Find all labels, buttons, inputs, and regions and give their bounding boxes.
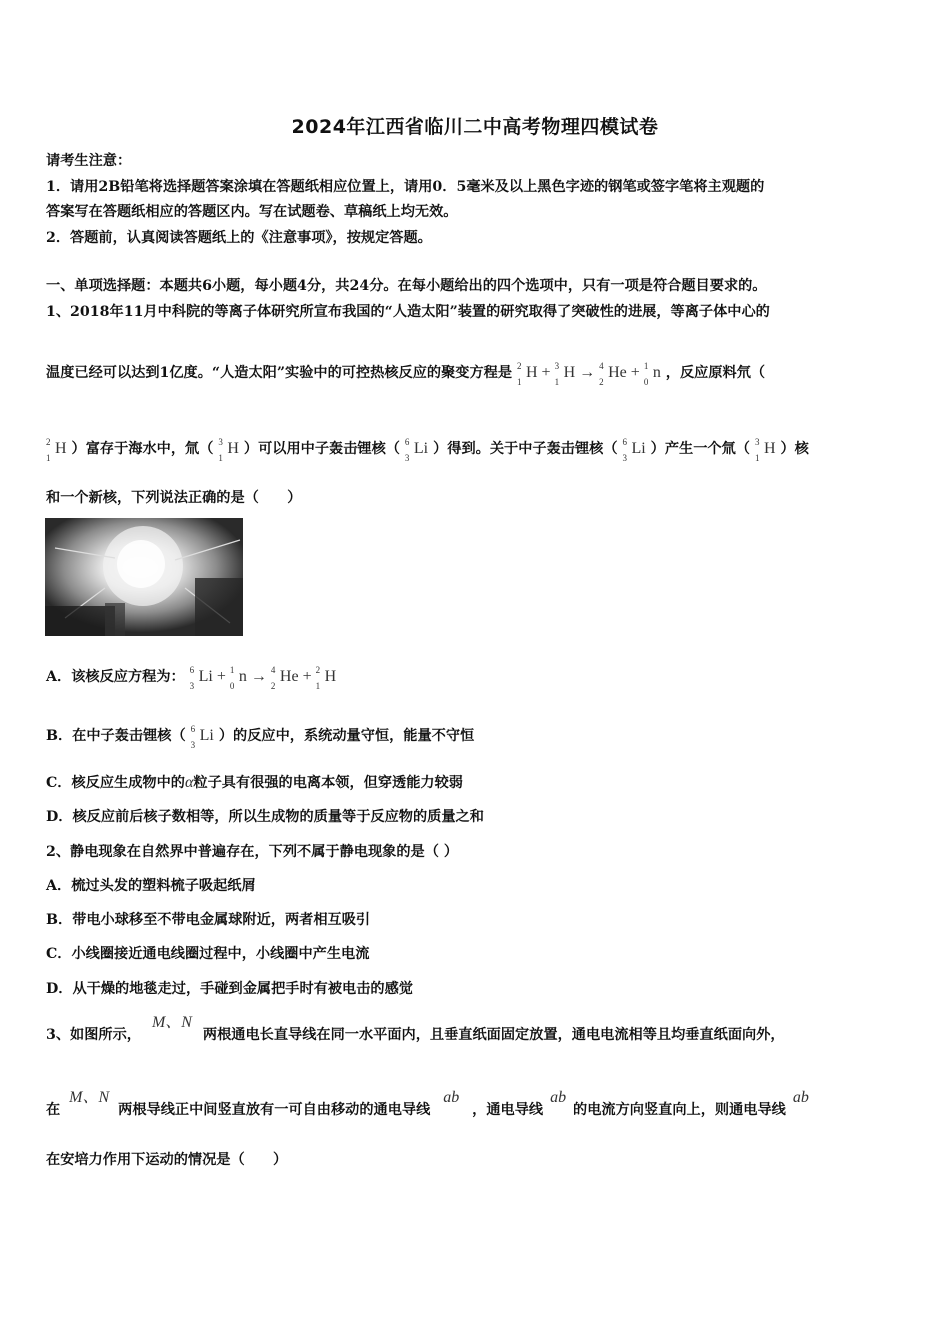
q2-stem: 2、静电现象在自然界中普遍存在，下列不属于静电现象的是（ ）: [46, 844, 459, 860]
deuterium-nuclide: 2 1 H: [516, 361, 538, 388]
deuterium-symbol: 2 1 H: [46, 437, 67, 464]
q2-option-b: B．带电小球移至不带电金属球附近，两者相互吸引: [46, 912, 371, 928]
q1-option-b: B．在中子轰击锂核（ 6 3 Li ）的反应中，系统动量守恒，能量不守恒: [46, 724, 475, 751]
q3-line-1: 3、如图所示， M、N 两根通电长直导线在同一水平面内，且垂直纸面固定放置，通电电流相等且均垂直纸面向外，: [46, 1014, 785, 1043]
fusion-equation: 2 1 H + 3 1 H → 4 2 He + 1 0 n: [516, 361, 661, 388]
q2-option-c: C．小线圈接近通电线圈过程中，小线圈中产生电流: [46, 946, 370, 962]
q3-line-2: 在 M、N 两根导线正中间竖直放有一可自由移动的通电导线 ab ，通电导线 ab 的电流方向竖直向上，则通电导线 ab: [46, 1089, 809, 1118]
lithium-symbol-2: 6 3 Li: [622, 437, 646, 464]
q1-line-2-text: 温度已经可以达到1亿度。“人造太阳”实验中的可控热核反应的聚变方程是: [46, 365, 513, 381]
notice-item-2: 2．答题前，认真阅读答题纸上的《注意事项》，按规定答题。: [46, 230, 432, 246]
helium-nuclide: 4 2 He: [599, 361, 627, 388]
q1-line-2-post: ，反应原料氘（: [665, 365, 766, 381]
notice-item-1-line-1: 1．请用2B铅笔将选择题答案涂填在答题纸相应位置上，请用0．5毫米及以上黑色字迹的钢笔或签字笔将主观题的: [46, 179, 765, 195]
q1-line-1: 1、2018年11月中科院的等离子体研究所宣布我国的“人造太阳”装置的研究取得了突破性的进展，等离子体中心的: [46, 304, 770, 320]
q1-option-d: D．核反应前后核子数相等，所以生成物的质量等于反应物的质量之和: [46, 809, 484, 825]
lithium-symbol: 6 3 Li: [404, 437, 429, 464]
section-heading: 一、单项选择题：本题共6小题，每小题4分，共24分。在每小题给出的四个选项中，只有一项是符合题目要求的。: [46, 278, 767, 294]
mn-symbol-2: M、N: [69, 1089, 110, 1106]
page-title: 2024年江西省临川二中高考物理四模试卷: [291, 116, 659, 138]
notice-heading: 请考生注意：: [46, 153, 132, 169]
q2-option-a: A．梳过头发的塑料梳子吸起纸屑: [46, 878, 256, 894]
tritium-symbol: 3 1 H: [218, 437, 239, 464]
plasma-device-photo: [45, 518, 243, 636]
q1-line-4: 和一个新核，下列说法正确的是（ ）: [46, 490, 302, 506]
ab-symbol: ab: [443, 1089, 460, 1106]
mn-symbol: M、N: [151, 1014, 192, 1031]
lithium-reaction-equation: 6 3 Li + 1 0 n → 4 2 He + 2 1 H: [189, 665, 337, 692]
q1-option-c: C．核反应生成物中的α粒子具有很强的电离本领，但穿透能力较弱: [46, 774, 463, 791]
ab-symbol-2: ab: [550, 1089, 567, 1106]
alpha-symbol: α: [184, 774, 194, 791]
tritium-nuclide: 3 1 H: [554, 361, 576, 388]
q3-line-3: 在安培力作用下运动的情况是（ ）: [46, 1152, 288, 1168]
ab-symbol-3: ab: [792, 1089, 809, 1106]
notice-item-1-line-2: 答案写在答题纸相应的答题区内。写在试题卷、草稿纸上均无效。: [46, 204, 458, 220]
tritium-symbol-2: 3 1 H: [754, 437, 776, 464]
q2-option-d: D．从干燥的地毯走过，手碰到金属把手时有被电击的感觉: [46, 981, 413, 997]
q1-line-2: [46, 361, 766, 388]
neutron-nuclide: 1 0 n: [643, 361, 661, 388]
q1-line-3: 2 1 H ）富存于海水中，氚（ 3 1 H ）可以用中子轰击锂核（ 6 3 Li ）得到。关于中子轰击锂核（ 6 3 Li ）产生一个氚（ 3 1 H ）核: [46, 437, 809, 464]
q1-option-a: A．该核反应方程为： 6 3 Li + 1 0 n → 4 2 He + 2 1 H: [46, 665, 337, 692]
